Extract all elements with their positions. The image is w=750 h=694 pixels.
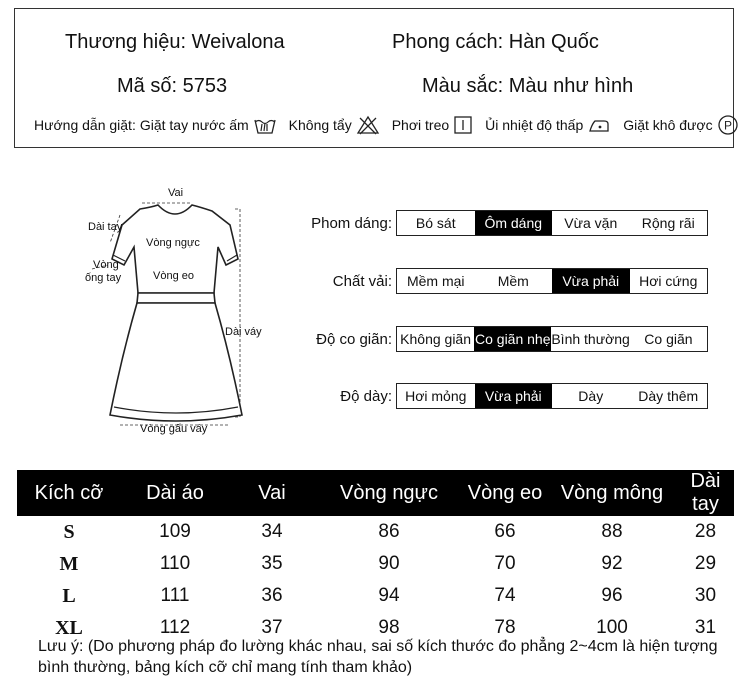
- style-label: Phong cách:: [392, 31, 504, 53]
- label-chest: Vòng ngực: [146, 237, 200, 249]
- table-cell: 100: [596, 617, 628, 638]
- fabric-option-2: Mềm: [497, 273, 529, 289]
- fabric-option-3: Vừa phải: [552, 269, 630, 293]
- table-row: [17, 516, 734, 548]
- thickness-option-3: Dày: [578, 388, 604, 404]
- size-cell: M: [59, 552, 79, 575]
- size-cell: S: [63, 520, 75, 543]
- color-label: Màu sắc:: [422, 75, 504, 97]
- fit-option-4: Rộng rãi: [641, 215, 695, 231]
- fabric-scale: [396, 268, 708, 294]
- care-instructions: [34, 114, 750, 136]
- thickness-option-4: Dày thêm: [638, 388, 699, 404]
- fabric-option-1: Mềm mại: [406, 273, 465, 289]
- low-iron-icon: [587, 115, 611, 135]
- dry-clean-icon: [717, 114, 739, 136]
- size-table: [17, 470, 734, 644]
- header-hip: Vòng mông: [547, 470, 677, 516]
- table-cell: 96: [601, 585, 623, 606]
- brand-info: [65, 31, 285, 54]
- fabric-option-4: Hơi cứng: [639, 273, 698, 289]
- table-cell: 66: [494, 521, 516, 542]
- care-label-hand-wash: Giặt tay nước ấm: [139, 117, 249, 133]
- care-label-low-iron: Ủi nhiệt độ thấp: [485, 117, 584, 133]
- table-cell: 88: [601, 521, 623, 542]
- thickness-option-1: Hơi mỏng: [405, 388, 467, 404]
- label-shoulder: Vai: [168, 187, 184, 199]
- table-cell: 70: [494, 553, 516, 574]
- size-table-header: [17, 470, 734, 516]
- thickness-scale: [396, 383, 708, 409]
- table-cell: 90: [378, 553, 400, 574]
- attr-label-thickness: Độ dày:: [340, 388, 392, 405]
- thickness-option-2: Vừa phải: [475, 384, 553, 408]
- brand-value: Weivalona: [191, 31, 285, 53]
- attr-label-stretch: Độ co giãn:: [316, 331, 392, 348]
- table-cell: 78: [494, 617, 516, 638]
- size-cell: L: [62, 584, 76, 607]
- table-row: [17, 548, 734, 580]
- table-cell: 37: [261, 617, 283, 638]
- label-dress-length: Dài váy: [225, 326, 262, 338]
- code-info: [117, 75, 227, 98]
- label-waist: Vòng eo: [153, 270, 194, 282]
- dress-measurement-diagram: [80, 185, 270, 440]
- table-cell: 92: [601, 553, 623, 574]
- stretch-option-2: Co giãn nhẹ: [474, 327, 551, 351]
- table-cell: 31: [694, 617, 717, 638]
- table-cell: 86: [378, 521, 400, 542]
- table-cell: 94: [378, 585, 400, 606]
- label-sleeve-length: Dài tay: [88, 221, 123, 233]
- brand-label: Thương hiệu:: [65, 31, 187, 53]
- color-value: Màu như hình: [508, 75, 634, 97]
- header-length: Dài áo: [121, 470, 229, 516]
- svg-text:P: P: [723, 118, 732, 133]
- style-value: Hàn Quốc: [508, 31, 599, 53]
- style-info: [392, 31, 599, 54]
- table-cell: 30: [694, 585, 717, 606]
- size-note: Lưu ý: (Do phương pháp đo lường khác nhau, sai số kích thước đo phẳng 2~4cm là hiện tượng bình thường, bảng kích cỡ chỉ mang tính tham khảo): [38, 638, 718, 676]
- table-cell: 28: [694, 521, 717, 542]
- fit-option-1: Bó sát: [415, 215, 456, 231]
- table-cell: 109: [159, 521, 191, 542]
- attr-label-fit: Phom dáng:: [311, 215, 392, 232]
- table-cell: 112: [159, 617, 191, 638]
- table-cell: 98: [378, 617, 400, 638]
- code-value: 5753: [182, 75, 228, 97]
- label-sleeve-opening-1: Vòng: [93, 259, 119, 271]
- header-size: Kích cỡ: [17, 470, 121, 516]
- care-label-no-bleach: Không tẩy: [288, 117, 352, 133]
- stretch-option-4: Co giãn: [644, 331, 693, 347]
- hang-dry-icon: [453, 115, 473, 135]
- fit-option-3: Vừa vặn: [564, 215, 618, 231]
- care-label-hang-dry: Phơi treo: [391, 117, 450, 133]
- label-hem: Vòng gấu váy: [140, 423, 208, 435]
- stretch-option-1: Không giãn: [400, 331, 471, 347]
- table-cell: 110: [159, 553, 191, 574]
- no-bleach-icon: [356, 115, 380, 135]
- header-chest: Vòng ngực: [315, 470, 463, 516]
- size-cell: XL: [55, 616, 83, 639]
- fit-option-2: Ôm dáng: [475, 211, 553, 235]
- care-label-dry-clean: Giặt khô được: [623, 117, 713, 133]
- fit-scale: [396, 210, 708, 236]
- header-sleeve: Dài tay: [677, 470, 734, 516]
- stretch-scale: [396, 326, 708, 352]
- table-row: [17, 580, 734, 612]
- stretch-option-3: Bình thường: [551, 331, 630, 347]
- header-shoulder: Vai: [229, 470, 315, 516]
- header-waist: Vòng eo: [463, 470, 547, 516]
- attr-label-fabric: Chất vải:: [332, 273, 392, 290]
- table-cell: 111: [160, 585, 190, 606]
- table-cell: 36: [261, 585, 283, 606]
- hand-wash-icon: [253, 115, 277, 135]
- table-cell: 74: [494, 585, 516, 606]
- care-title: Hướng dẫn giặt:: [34, 117, 136, 133]
- code-label: Mã số:: [117, 75, 178, 97]
- table-cell: 34: [261, 521, 283, 542]
- table-cell: 29: [694, 553, 717, 574]
- color-info: [422, 75, 633, 98]
- label-sleeve-opening-2: ống tay: [85, 272, 122, 284]
- table-cell: 35: [261, 553, 283, 574]
